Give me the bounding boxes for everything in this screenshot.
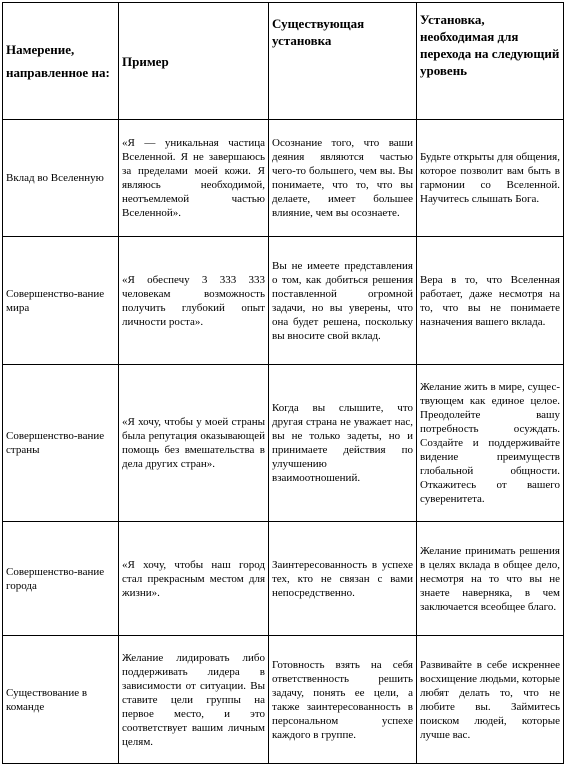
header-intention-line2: направленное на: (6, 65, 110, 80)
header-current-attitude: Существующая установка (269, 3, 417, 120)
header-next-attitude: Установка, необходимая для перехода на следующий уровень (417, 3, 564, 120)
table-row (3, 120, 564, 237)
cell-intention: Вклад во Вселенную (3, 120, 119, 237)
cell-current-attitude: Когда вы слышите, что другая страна не уважает нас, вы не только задеты, но и принимаете действия по улучшению взаимоотношений. (269, 365, 417, 522)
cell-next-attitude: Развивайте в себе искреннее восхищение людьми, которые любят делать то, что не любите вы. Займитесь поиском людей, которые лучше вас. (417, 636, 564, 764)
header-row (3, 3, 564, 120)
table-row (3, 522, 564, 636)
cell-intention: Существование в команде (3, 636, 119, 764)
cell-example: Желание лидировать либо поддерживать лидера в зависимости от ситуации. Вы ставите цели группы на первое место, и это соответствует вашим личным целям. (119, 636, 269, 764)
header-example: Пример (119, 3, 269, 120)
header-intention-line1: Намерение, (6, 42, 75, 57)
cell-next-attitude: Желание принимать решения в целях вклада в общее дело, несмотря на то что вы не знаете наверняка, в чем заключается всеобщее благо. (417, 522, 564, 636)
cell-next-attitude: Вера в то, что Вселенная работает, даже несмотря на то, что вы не понимаете назначения вашего вклада. (417, 237, 564, 365)
table-row (3, 237, 564, 365)
cell-example: «Я обеспечу 3 333 333 человекам возможность получить глубокий опыт личности роста». (119, 237, 269, 365)
cell-current-attitude: Вы не имеете представления о том, как добиться решения поставленной огромной задачи, но вы уверены, что она будет решена, поскольку вы вносите свой вклад. (269, 237, 417, 365)
cell-intention: Совершенство-вание города (3, 522, 119, 636)
cell-example: «Я — уникальная частица Вселенной. Я не завершаюсь за пределами моей кожи. Я являюсь необходимой, неотъемлемой частью Вселенной». (119, 120, 269, 237)
cell-next-attitude: Будьте открыты для общения, которое позволит вам быть в гармонии со Вселенной. Научитесь слышать Бога. (417, 120, 564, 237)
intentions-table (2, 2, 564, 764)
table-row (3, 636, 564, 764)
cell-next-attitude: Желание жить в мире, сущес- твующем как единое целое. Преодолейте вашу потребность осуждать. Создайте и поддерживайте видение преимуществ глобальной общности. Откажитесь от вашего суверенитета. (417, 365, 564, 522)
cell-example: «Я хочу, чтобы у моей страны была репутация оказывающей помощь без вмешательства в дела других стран». (119, 365, 269, 522)
cell-current-attitude: Заинтересованность в успехе тех, кто не связан с вами непосредственно. (269, 522, 417, 636)
header-intention (3, 3, 119, 120)
cell-intention: Совершенство-вание мира (3, 237, 119, 365)
cell-intention: Совершенство-вание страны (3, 365, 119, 522)
table-row (3, 365, 564, 522)
cell-current-attitude: Осознание того, что ваши деяния являются частью чего-то большего, чем вы. Вы понимаете, что то, что вы делаете, имеет большее влияние, чем вы осознаете. (269, 120, 417, 237)
cell-example: «Я хочу, чтобы наш город стал прекрасным местом для жизни». (119, 522, 269, 636)
cell-current-attitude: Готовность взять на себя ответственность решить задачу, понять ее цели, а также заинтересованность в персональном успехе каждого в группе. (269, 636, 417, 764)
